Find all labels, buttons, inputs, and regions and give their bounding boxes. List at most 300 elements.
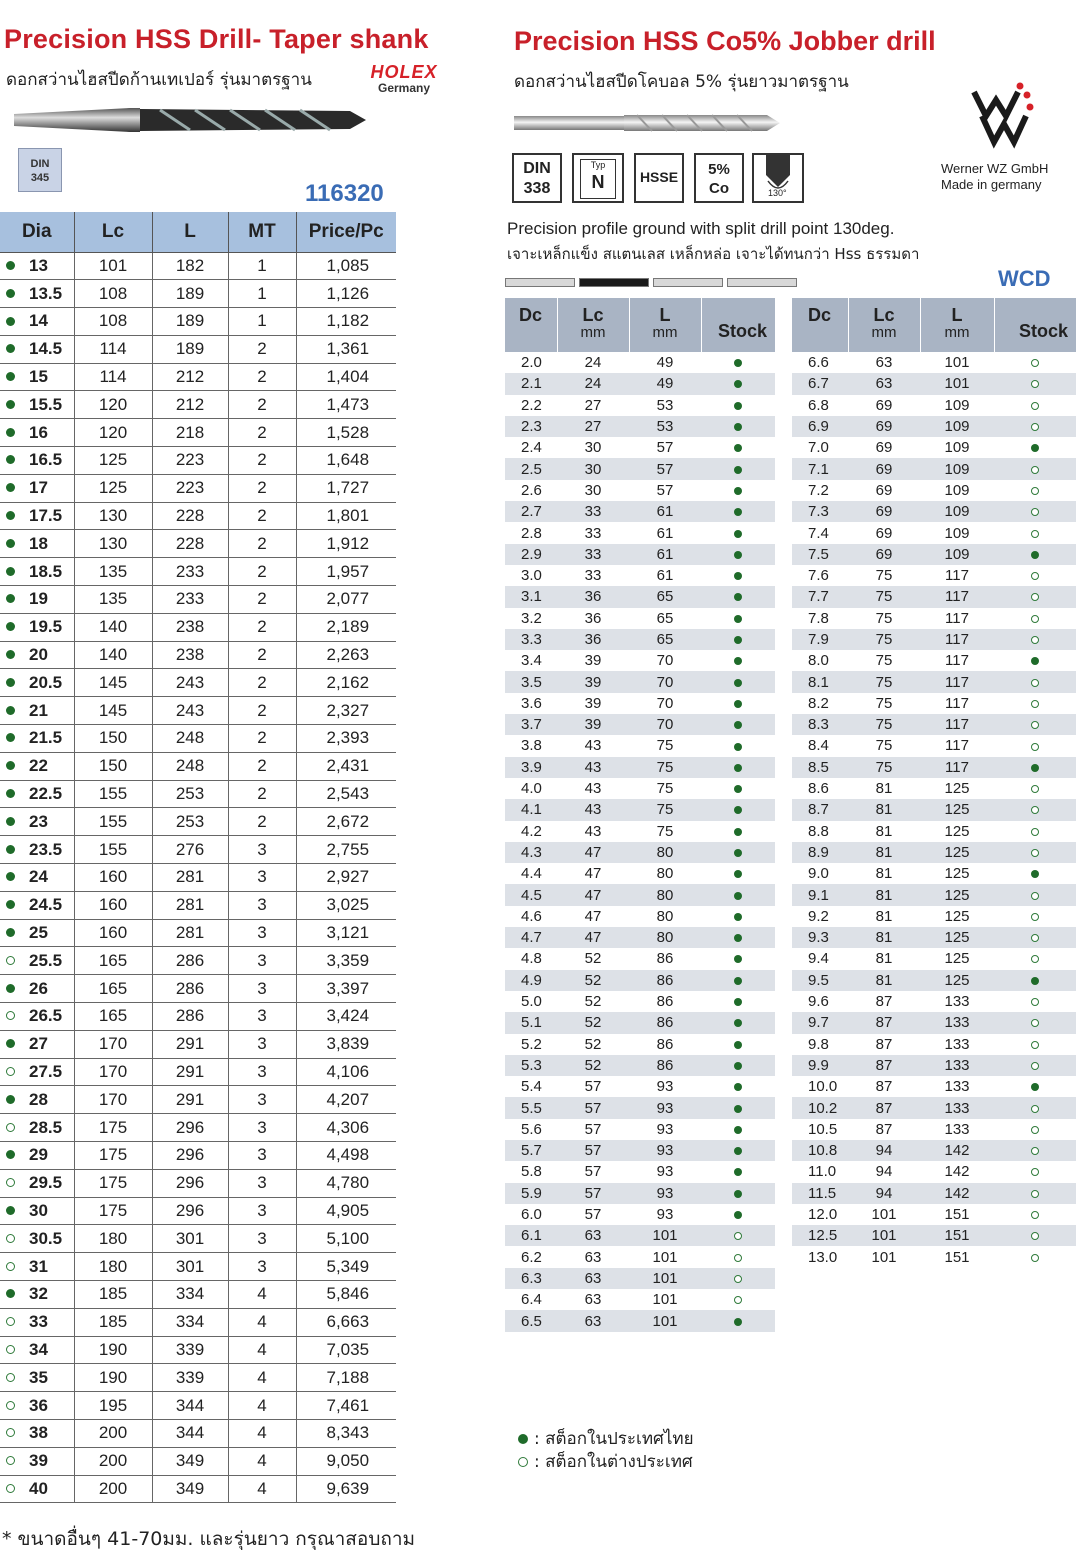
hollow-dot-icon [6,1317,15,1326]
cell-stock [701,1246,775,1267]
filled-dot-icon [6,344,15,353]
table-row [505,970,775,991]
cell-lc: 43 [584,780,602,798]
table-row [792,948,1076,969]
table-row [505,1204,775,1225]
cell-dc: 6.9 [792,416,848,437]
cell-mt: 3 [228,975,296,1003]
cell-lc: 47 [557,884,629,905]
cell-l: 233 [152,586,228,614]
table-row [505,437,775,458]
filled-dot-icon [6,567,15,576]
cell-dc: 7.2 [808,481,829,499]
cell-lc: 81 [848,884,920,905]
filled-dot-icon [734,1105,742,1113]
cell-lc: 52 [557,1055,629,1076]
table-row [0,947,396,975]
din-label: DIN [523,160,551,177]
table-row [0,669,396,697]
cell-l: 109 [944,439,970,457]
table-row [505,629,775,650]
cell-stock [701,970,775,991]
cell-lc: 155 [74,836,152,864]
cell-lc: 125 [74,447,152,475]
filled-dot-icon [734,870,742,878]
cell-lc: 69 [875,481,893,499]
table-row [792,1204,1076,1225]
cell-lc: 43 [557,799,629,820]
cell-dc: 4.5 [505,884,557,905]
cell-stock [994,906,1076,927]
cell-mt: 3 [228,1225,296,1253]
cell-l: 133 [920,1012,994,1033]
cell-stock [701,799,775,820]
cell-stock [701,1140,775,1161]
cell-l: 212 [152,363,228,391]
cell-stock [994,884,1076,905]
filled-dot-icon [734,1083,742,1091]
filled-dot-icon [734,1211,742,1219]
cell-dia [0,1169,74,1197]
hollow-dot-icon [1031,636,1039,644]
filled-dot-icon [734,785,742,793]
filled-dot-icon [734,657,742,665]
hollow-dot-icon [1031,1232,1039,1240]
cell-l: 101 [652,1291,678,1309]
cell-stock [701,650,775,671]
filled-dot-icon [734,1190,742,1198]
table-row [505,1097,775,1118]
cell-dc: 8.7 [792,799,848,820]
filled-dot-icon [6,789,15,798]
cell-mt: 2 [228,613,296,641]
hollow-dot-icon [1031,1126,1039,1134]
cell-lc: 69 [875,524,893,542]
col-l-label: L [659,305,671,325]
cell-mt: 2 [228,363,296,391]
table-row [0,280,396,308]
cell-lc: 81 [848,970,920,991]
cell-mt: 2 [228,530,296,558]
cell-stock [994,416,1076,437]
filled-dot-icon [6,317,15,326]
table-row [0,1086,396,1114]
cell-dc: 7.0 [808,439,829,457]
table-row [505,522,775,543]
table-row [0,919,396,947]
hollow-dot-icon [6,1262,15,1271]
cell-lc: 39 [557,671,629,692]
cell-lc: 63 [584,1291,602,1309]
cell-lc: 43 [584,737,602,755]
stock-legend [518,1428,694,1474]
hollow-dot-icon [1031,849,1039,857]
taper-shank-drill-image [10,100,370,140]
hollow-dot-icon [6,1401,15,1410]
cell-l: 334 [152,1308,228,1336]
col-l [920,298,994,352]
cell-lc: 160 [74,864,152,892]
cell-mt: 4 [228,1280,296,1308]
cell-l: 223 [152,474,228,502]
cell-lc: 81 [875,907,893,925]
cell-lc: 81 [848,799,920,820]
cell-dc: 2.5 [505,458,557,479]
cell-l: 65 [629,586,701,607]
cell-mt: 2 [228,558,296,586]
table-row [505,458,775,479]
cell-dia [0,308,74,336]
cell-l: 80 [629,884,701,905]
filled-dot-icon [1031,977,1039,985]
description-th: เจาะเหล็กแข็ง สแตนเลส เหล็กหล่อ เจาะได้ทนกว่า Hss ธรรมดา [507,245,920,263]
cell-lc: 135 [74,586,152,614]
table-row [792,970,1076,991]
cell-l: 151 [944,1206,970,1224]
cell-lc: 69 [848,458,920,479]
col-l: L [152,212,228,252]
cell-stock [994,1204,1076,1225]
filled-dot-icon [734,615,742,623]
taper-shank-table [0,212,396,1503]
dia-value: 15.5 [29,394,63,414]
hollow-dot-icon [1031,998,1039,1006]
cell-dc: 5.9 [505,1183,557,1204]
jobber-drill-image [512,110,782,136]
cell-l: 109 [944,396,970,414]
cell-stock [994,608,1076,629]
cell-l: 101 [652,1248,678,1266]
cell-mt: 3 [228,1030,296,1058]
cell-price: 1,801 [296,502,396,530]
cell-mt: 4 [228,1364,296,1392]
cell-price: 5,349 [296,1253,396,1281]
cell-mt: 3 [228,836,296,864]
cell-l: 151 [944,1248,970,1266]
cell-dc: 9.0 [808,865,829,883]
cell-mt: 3 [228,919,296,947]
cell-stock [994,799,1076,820]
table-row [0,1030,396,1058]
cell-lc: 165 [74,1003,152,1031]
cell-dc: 5.4 [521,1078,542,1096]
table-row [792,821,1076,842]
hollow-dot-icon [1031,423,1039,431]
cell-lc: 30 [584,439,602,457]
cell-stock [701,522,775,543]
cell-stock [994,565,1076,586]
cell-dc: 3.9 [505,757,557,778]
cell-dia [0,1114,74,1142]
cell-lc: 185 [74,1308,152,1336]
table-row [792,544,1076,565]
cell-mt: 3 [228,891,296,919]
table-row [0,613,396,641]
hollow-dot-icon [734,1254,742,1262]
table-row [0,1225,396,1253]
filled-dot-icon [734,1147,742,1155]
cell-price: 8,343 [296,1419,396,1447]
cell-l: 57 [656,481,674,499]
cell-lc: 101 [871,1248,897,1266]
cell-dia [0,1336,74,1364]
cell-stock [994,1183,1076,1204]
filled-dot-icon [6,1289,15,1298]
cell-lc: 175 [74,1142,152,1170]
cell-stock [994,757,1076,778]
cell-l: 101 [920,373,994,394]
cell-lc: 120 [74,419,152,447]
cell-stock [701,1097,775,1118]
cell-lc: 94 [875,1163,893,1181]
cell-price: 1,912 [296,530,396,558]
cell-l: 218 [152,419,228,447]
dia-value: 22 [29,756,48,776]
cell-l: 49 [629,373,701,394]
filled-dot-icon [1031,657,1039,665]
cell-dc: 2.1 [505,373,557,394]
dia-value: 29 [29,1145,48,1165]
legend-out-label: : สต็อกในต่างประเทศ [534,1452,693,1472]
dia-value: 34 [29,1339,48,1359]
table-row [792,1034,1076,1055]
cell-l: 339 [152,1336,228,1364]
cell-lc: 81 [875,780,893,798]
table-row [792,522,1076,543]
table-row [792,352,1076,373]
cell-price: 1,727 [296,474,396,502]
filled-dot-icon [734,1019,742,1027]
cell-lc: 94 [848,1140,920,1161]
filled-dot-icon [1031,1083,1039,1091]
dia-value: 24.5 [29,895,63,915]
cell-lc: 52 [584,993,602,1011]
jobber-table-2 [792,298,1076,1268]
cell-mt: 2 [228,725,296,753]
cell-l: 349 [152,1447,228,1475]
cell-l: 125 [920,927,994,948]
table-row [0,1058,396,1086]
cell-stock [701,437,775,458]
cell-l: 291 [152,1030,228,1058]
filled-dot-icon [6,428,15,437]
cell-dia [0,836,74,864]
cell-l: 334 [152,1280,228,1308]
table-row [0,558,396,586]
table-row [792,693,1076,714]
cell-dc: 11.0 [808,1163,837,1181]
cell-l: 189 [152,308,228,336]
cell-stock [994,1140,1076,1161]
cell-dc: 13.0 [808,1248,838,1266]
table-row [505,1012,775,1033]
dia-value: 14 [29,311,48,331]
cell-dia [0,280,74,308]
table-row [0,1197,396,1225]
cell-price: 5,846 [296,1280,396,1308]
dia-value: 25.5 [29,950,63,970]
cell-l: 253 [152,780,228,808]
filled-dot-icon [734,977,742,985]
filled-dot-icon [6,872,15,881]
cell-lc: 175 [74,1114,152,1142]
cell-mt: 3 [228,1253,296,1281]
cell-price: 2,431 [296,752,396,780]
cell-price: 1,126 [296,280,396,308]
cell-l: 93 [629,1183,701,1204]
cell-stock [994,1119,1076,1140]
cell-lc: 33 [557,544,629,565]
cell-dc: 3.1 [505,586,557,607]
cell-l: 75 [629,799,701,820]
table-row [792,927,1076,948]
table-row [0,530,396,558]
cell-l: 189 [152,280,228,308]
cell-mt: 4 [228,1419,296,1447]
table-row [505,1289,775,1310]
dia-value: 21.5 [29,728,63,748]
col-l-unit: mm [944,324,970,341]
dia-value: 15 [29,367,48,387]
cell-lc: 75 [875,652,893,670]
cell-dia [0,586,74,614]
cell-dia [0,1197,74,1225]
cell-lc: 130 [74,530,152,558]
cell-stock [701,884,775,905]
cell-lc: 87 [875,993,893,1011]
cell-price: 1,648 [296,447,396,475]
cell-dc: 2.7 [505,501,557,522]
cell-price: 3,839 [296,1030,396,1058]
cell-price: 4,106 [296,1058,396,1086]
hollow-dot-icon [6,1011,15,1020]
cell-lc: 52 [584,1035,602,1053]
cell-lc: 75 [848,757,920,778]
cell-l: 101 [944,354,970,372]
cell-l: 70 [656,694,674,712]
cell-dc: 6.0 [521,1206,542,1224]
table-row [505,1055,775,1076]
cell-dia [0,891,74,919]
cell-dia [0,1142,74,1170]
cell-lc: 150 [74,725,152,753]
cell-dia [0,1030,74,1058]
cell-lc: 75 [848,671,920,692]
cell-stock [701,1183,775,1204]
cell-stock [701,544,775,565]
cell-price: 3,121 [296,919,396,947]
cell-dc: 8.0 [808,652,829,670]
table-row [792,1140,1076,1161]
cell-l: 125 [944,865,970,883]
cell-dc: 2.4 [521,439,542,457]
cell-dc: 3.2 [521,609,542,627]
cell-dc: 10.0 [808,1078,838,1096]
cell-l: 75 [629,757,701,778]
table-row [505,1268,775,1289]
cell-l: 133 [944,1035,970,1053]
table-row [505,1183,775,1204]
cell-lc: 108 [74,280,152,308]
table-row [0,1392,396,1420]
table-row [0,1308,396,1336]
table-row [792,395,1076,416]
filled-dot-icon [734,444,742,452]
dia-value: 20.5 [29,672,63,692]
filled-dot-icon [6,455,15,464]
cell-price: 3,424 [296,1003,396,1031]
col-stock: Stock [701,298,775,352]
table-row [792,1161,1076,1182]
cell-l: 286 [152,1003,228,1031]
hollow-dot-icon [1031,721,1039,729]
cell-lc: 170 [74,1030,152,1058]
cell-lc: 69 [848,501,920,522]
cell-price: 1,085 [296,252,396,280]
cell-dc: 10.2 [792,1097,848,1118]
dia-value: 26 [29,978,48,998]
cell-dia [0,335,74,363]
taper-shank-title: Precision HSS Drill- Taper shank [4,24,429,54]
filled-dot-icon [734,743,742,751]
cell-stock [994,586,1076,607]
table-row [792,884,1076,905]
cell-l: 238 [152,641,228,669]
cell-dc: 3.0 [521,567,542,585]
table-row [0,1169,396,1197]
cell-l: 286 [152,975,228,1003]
cell-lc: 24 [557,373,629,394]
cell-l: 238 [152,613,228,641]
cell-l: 125 [944,950,970,968]
cell-l: 344 [152,1419,228,1447]
filled-dot-icon [6,733,15,742]
cell-stock [994,1097,1076,1118]
legend-in-label: : สต็อกในประเทศไทย [534,1429,694,1449]
cell-stock [994,629,1076,650]
cell-lc: 57 [557,1140,629,1161]
filled-dot-icon [6,622,15,631]
cell-l: 117 [945,567,969,585]
filled-dot-icon [6,984,15,993]
cell-dc: 5.6 [521,1120,542,1138]
hollow-dot-icon [518,1457,528,1467]
cell-price: 2,927 [296,864,396,892]
cell-lc: 75 [848,714,920,735]
cell-price: 2,077 [296,586,396,614]
cell-price: 2,755 [296,836,396,864]
cell-lc: 27 [557,416,629,437]
cell-l: 117 [920,629,994,650]
cell-lc: 69 [848,416,920,437]
table-row [792,501,1076,522]
cell-stock [701,501,775,522]
cell-dc: 3.5 [505,671,557,692]
col-lc-unit: mm [871,324,897,341]
cell-mt: 4 [228,1308,296,1336]
cell-mt: 3 [228,864,296,892]
holex-brand: HOLEX [370,62,438,82]
holex-country: Germany [377,81,431,95]
cell-lc: 87 [848,1097,920,1118]
cell-stock [994,522,1076,543]
table-row [0,752,396,780]
col-lc-unit: mm [580,324,606,341]
hollow-dot-icon [734,1275,742,1283]
cell-lc: 200 [74,1419,152,1447]
din-label: DIN [30,158,50,170]
cell-stock [994,437,1076,458]
